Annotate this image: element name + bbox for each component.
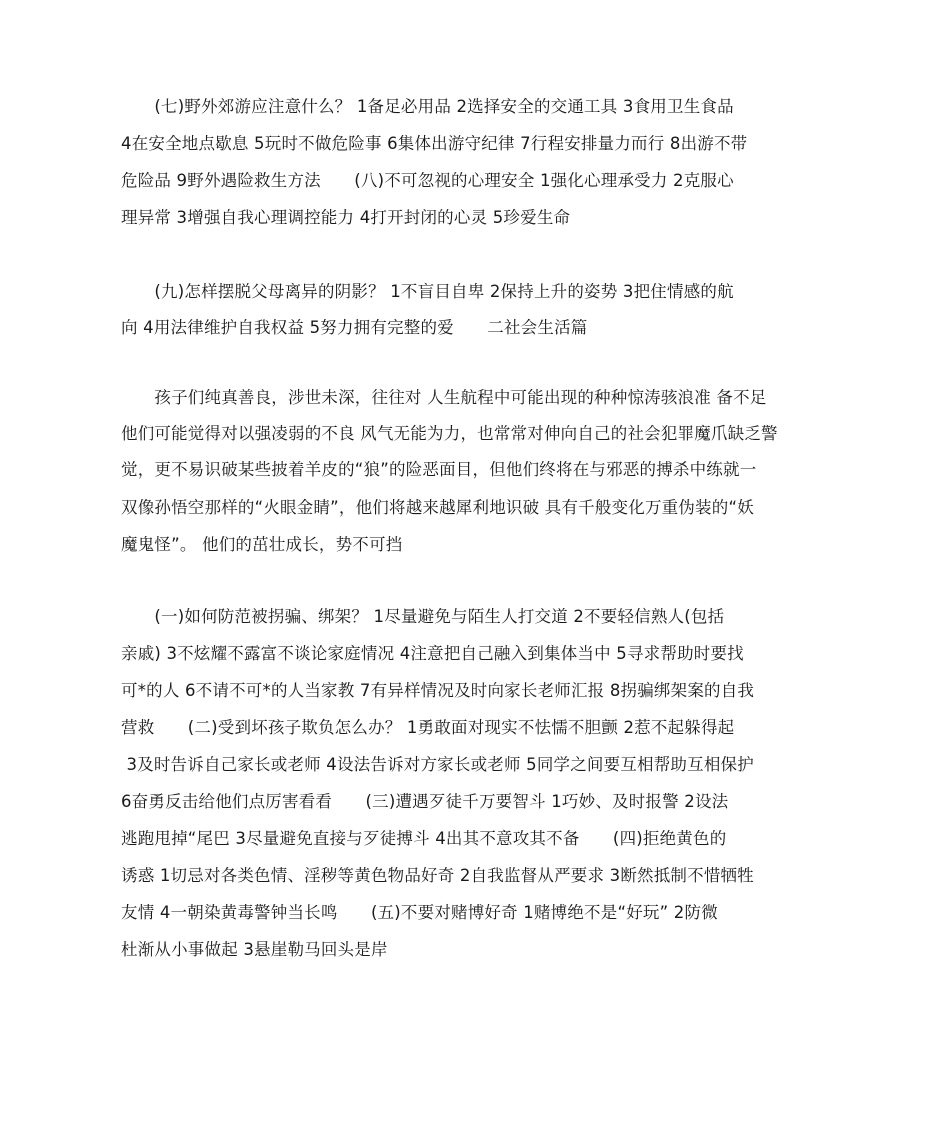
text-line: 双像孙悟空那样的“火眼金睛”，他们将越来越犀利地识破 具有千般变化万重伪装的“妖 — [121, 498, 754, 517]
text-line: 诱惑 1切忌对各类色情、淫秽等黄色物品好奇 2自我监督从严要求 3断然抵制不惜牺牲 — [121, 866, 754, 885]
text-line: 营救 (二)受到坏孩子欺负怎么办？ 1勇敢面对现实不怯懦不胆颤 2惹不起躲得起 — [121, 718, 735, 737]
text-line: 4在安全地点歇息 5玩时不做危险事 6集体出游守纪律 7行程安排量力而行 8出游不带 — [121, 134, 748, 153]
text-line: (一)如何防范被拐骗、绑架？ 1尽量避免与陌生人打交道 2不要轻信熟人(包括 — [121, 607, 725, 626]
text-line: (九)怎样摆脱父母离异的阴影？ 1不盲目自卑 2保持上升的姿势 3把住情感的航 — [121, 282, 734, 301]
text-line: (七)野外郊游应注意什么？ 1备足必用品 2选择安全的交通工具 3食用卫生食品 — [121, 97, 734, 116]
text-line: 友情 4一朝染黄毒警钟当长鸣 (五)不要对赌博好奇 1赌博绝不是“好玩” 2防微 — [121, 903, 718, 922]
text-line: 逃跑甩掉“尾巴 3尽量避免直接与歹徒搏斗 4出其不意攻其不备 (四)拒绝黄色的 — [121, 829, 727, 848]
text-line: 6奋勇反击给他们点厉害看看 (三)遭遇歹徒千万要智斗 1巧妙、及时报警 2设法 — [121, 792, 729, 811]
text-line: 杜渐从小事做起 3悬崖勒马回头是岸 — [121, 940, 388, 959]
text-line: 魔鬼怪”。 他们的茁壮成长，势不可挡 — [121, 535, 403, 554]
text-line: 觉，更不易识破某些披着羊皮的“狼”的险恶面目，但他们终将在与邪恶的搏杀中练就一 — [121, 460, 757, 479]
text-line: 3及时告诉自己家长或老师 4设法告诉对方家长或老师 5同学之间要互相帮助互相保护 — [121, 755, 754, 774]
text-line: 亲戚) 3不炫耀不露富不谈论家庭情况 4注意把自己融入到集体当中 5寻求帮助时要找 — [121, 644, 744, 663]
text-line: 他们可能觉得对以强凌弱的不良 风气无能为力，也常常对伸向自己的社会犯罪魔爪缺乏警 — [121, 424, 778, 443]
text-line: 危险品 9野外遇险救生方法 (八)不可忽视的心理安全 1强化心理承受力 2克服心 — [121, 171, 734, 190]
text-line: 理异常 3增强自我心理调控能力 4打开封闭的心灵 5珍爱生命 — [121, 208, 571, 227]
text-line: 孩子们纯真善良，涉世未深，往往对 人生航程中可能出现的种种惊涛骇浪准 备不足 — [121, 388, 767, 407]
text-line: 向 4用法律维护自我权益 5努力拥有完整的爱 二社会生活篇 — [121, 318, 588, 337]
text-line: 可*的人 6不请不可*的人当家教 7有异样情况及时向家长老师汇报 8拐骗绑架案的自我 — [121, 681, 755, 700]
